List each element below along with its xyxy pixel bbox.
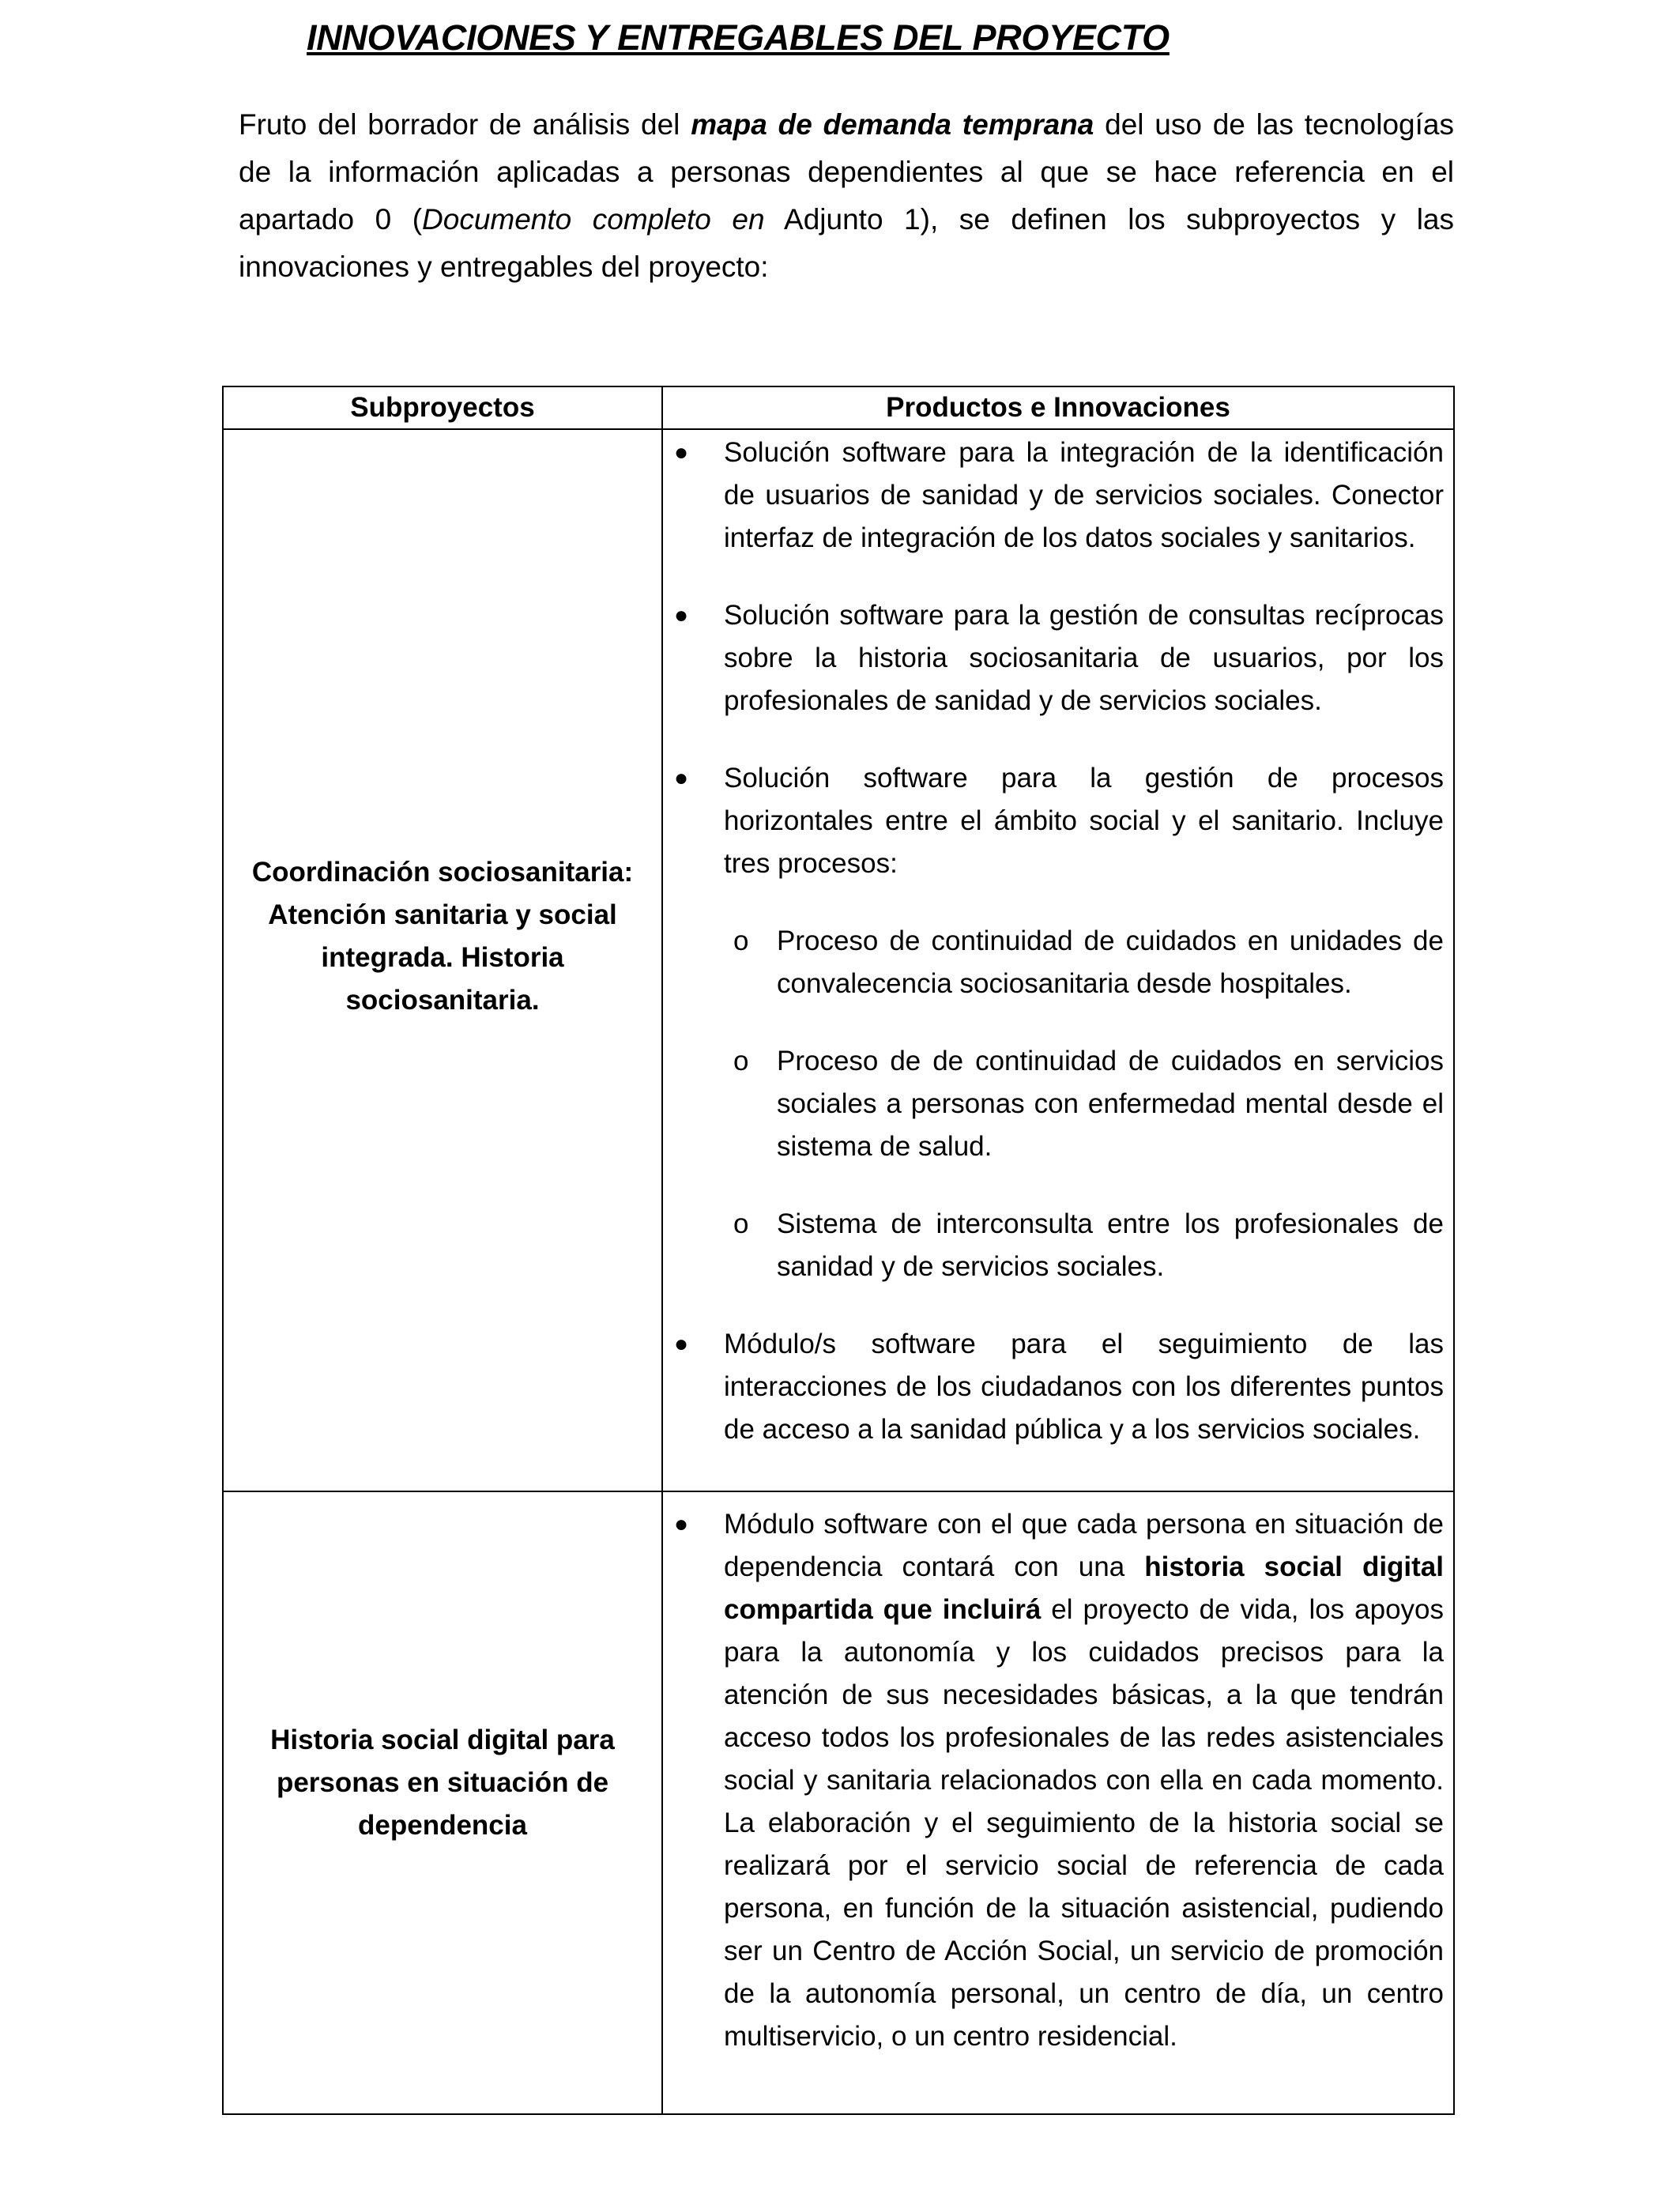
item-text-1: Módulo software con el que cada persona en situación de dependencia contará con una (724, 1509, 1444, 1582)
list-item (663, 432, 1444, 560)
list-item (716, 920, 1444, 1005)
item-text: Solución software para la gestión de procesos horizontales entre el ámbito social y el sanitario. Incluye tres procesos: (724, 763, 1444, 879)
products-cell (662, 429, 1454, 1491)
bullet-icon: ● (674, 602, 689, 628)
table-row (223, 429, 1454, 1491)
intro-text-3: Adjunto 1), se definen los subproyectos y las innovaciones y entregables del proyecto: (239, 203, 1454, 283)
intro-text-1: Fruto del borrador de análisis del (239, 108, 691, 141)
sub-item-text: Sistema de interconsulta entre los profesionales de sanidad y de servicios sociales. (777, 1208, 1444, 1282)
document-title: INNOVACIONES Y ENTREGABLES DEL PROYECTO (307, 17, 1170, 58)
circle-bullet-icon: o (733, 1046, 749, 1076)
bullet-icon: ● (674, 1511, 689, 1537)
bullet-icon: ● (674, 439, 689, 466)
item-bold-text: historia social digital compartida que incluirá (724, 1551, 1444, 1625)
header-subproyectos: Subproyectos (223, 386, 662, 429)
subproject-cell (223, 429, 662, 1491)
subproject-cell (223, 1491, 662, 2114)
item-text-2: el proyecto de vida, los apoyos para la autonomía y los cuidados precisos para la atención de sus necesidades básicas, a la que tendrán acceso todos los profesionales de las redes asistenciales social y sanitaria relacionados con ella en cada momento. La elaboración y el seguimiento de la historia social se realizará por el servicio social de referencia de cada persona, en función de la situación asistencial, pudiendo ser un Centro de Acción Social, un servicio de promoción de la autonomía personal, un centro de día, un centro multiservicio, o un centro residencial. (724, 1594, 1445, 2052)
list-item (716, 1203, 1444, 1288)
intro-text-2: del uso de las tecnologías de la información aplicadas a personas dependientes al que se hace referencia en el apartado 0 ( (239, 108, 1454, 236)
bullet-icon: ● (674, 765, 689, 791)
sub-item-text: Proceso de de continuidad de cuidados en servicios sociales a personas con enfermedad mental desde el sistema de salud. (777, 1046, 1444, 1162)
products-cell (662, 1491, 1454, 2114)
subproject-name: Historia social digital para personas en situación de dependencia (270, 1725, 615, 1841)
intro-paragraph (239, 101, 1454, 291)
intro-highlight: mapa de demanda temprana (691, 108, 1094, 141)
item-text: Módulo/s software para el seguimiento de las interacciones de los ciudadanos con los diferentes puntos de acceso a la sanidad pública y a los servicios sociales. (724, 1329, 1444, 1445)
header-productos: Productos e Innovaciones (662, 386, 1454, 429)
processes-list (716, 920, 1444, 1288)
list-item (663, 1503, 1444, 2058)
products-list (663, 1503, 1444, 2058)
table-header-row (223, 386, 1454, 429)
list-item (716, 1040, 1444, 1168)
circle-bullet-icon: o (733, 925, 749, 956)
table-row (223, 1491, 1454, 2114)
list-item (663, 594, 1444, 722)
subproject-name: Coordinación sociosanitaria: Atención sanitaria y social integrada. Historia sociosanitaria. (251, 857, 634, 1016)
sub-item-text: Proceso de continuidad de cuidados en unidades de convalecencia sociosanitaria desde hospitales. (777, 925, 1444, 999)
circle-bullet-icon: o (733, 1208, 749, 1239)
item-text: Solución software para la integración de la identificación de usuarios de sanidad y de servicios sociales. Conector interfaz de integración de los datos sociales y sanitarios. (724, 437, 1444, 553)
bullet-icon: ● (674, 1331, 689, 1357)
subprojects-table (222, 386, 1455, 2115)
products-list (663, 432, 1444, 1451)
intro-italic: Documento completo en (422, 203, 765, 236)
list-item (663, 757, 1444, 1288)
list-item (663, 1323, 1444, 1451)
item-text: Solución software para la gestión de consultas recíprocas sobre la historia sociosanitaria de usuarios, por los profesionales de sanidad y de servicios sociales. (724, 600, 1444, 716)
